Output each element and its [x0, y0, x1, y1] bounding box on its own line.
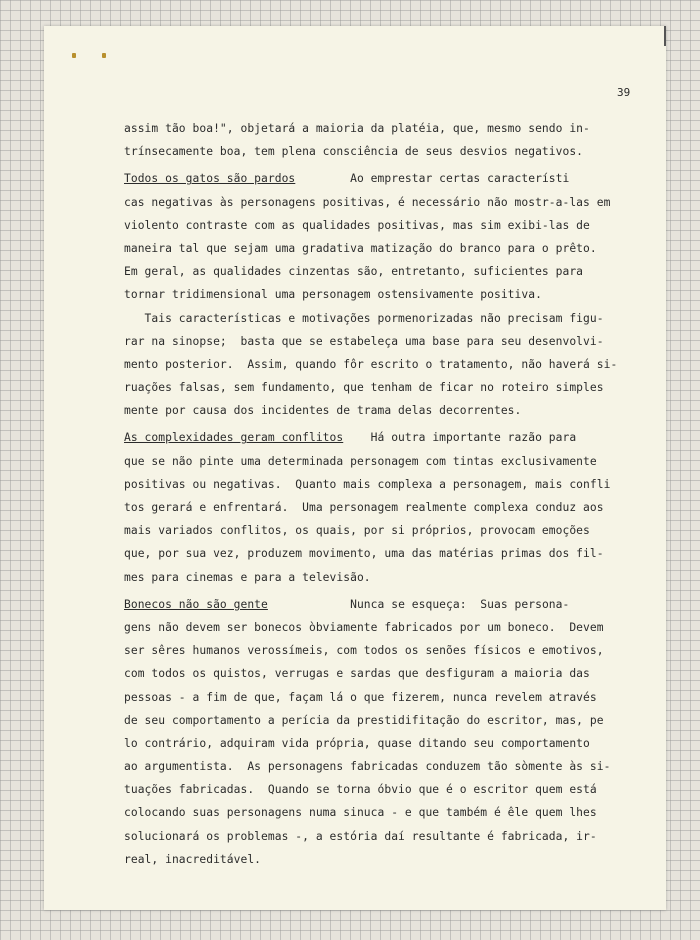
staple-mark — [72, 53, 76, 58]
text-line: tornar tridimensional uma personagem ostensivamente positiva. — [124, 288, 542, 302]
edge-mark — [664, 26, 666, 46]
text-line: com todos os quistos, verrugas e sardas que desfiguram a maioria das — [124, 667, 590, 681]
text-line: que se não pinte uma determinada personagem com tintas exclusivamente — [124, 454, 597, 468]
text-line: tuações fabricadas. Quando se torna óbvio que é o escritor quem está — [124, 783, 597, 797]
section-heading-line: As complexidades geram conflitos Há outra importante razão para — [124, 431, 577, 445]
text-line: violento contraste com as qualidades positivas, mas sim exibi-las de — [124, 218, 590, 232]
text-line: de seu comportamento a perícia da prestidifitação do escritor, mas, pe — [124, 713, 604, 727]
text-line: assim tão boa!", objetará a maioria da platéia, que, mesmo sendo in- — [124, 122, 590, 135]
text-line: colocando suas personagens numa sinuca - e que também é êle quem lhes — [124, 806, 597, 820]
section-heading-line: Bonecos não são gente Nunca se esqueça: Suas persona- — [124, 597, 570, 611]
text-line: Tais características e motivações pormenorizadas não precisam figu- — [124, 311, 604, 325]
text-line: cas negativas às personagens positivas, é necessário não mostr-a-las em — [124, 195, 611, 209]
body-text — [124, 117, 644, 871]
text-line: lo contrário, adquiram vida própria, quase ditando seu comportamento — [124, 736, 590, 750]
text-line: rar na sinopse; basta que se estabeleça uma base para seu desenvolvi- — [124, 334, 604, 348]
text-line: ser sêres humanos verossímeis, com todos os senões físicos e emotivos, — [124, 644, 604, 658]
text-line: solucionará os problemas -, a estória daí resultante é fabricada, ir- — [124, 829, 597, 843]
text-line: Em geral, as qualidades cinzentas são, entretanto, suficientes para — [124, 265, 584, 279]
text-line: que, por sua vez, produzem movimento, uma das matérias primas dos fil- — [124, 547, 604, 561]
text-line: maneira tal que sejam uma gradativa matização do branco para o prêto. — [124, 241, 597, 255]
section-heading: Todos os gatos são pardos — [124, 172, 296, 186]
text-line: gens não devem ser bonecos òbviamente fabricados por um boneco. Devem — [124, 620, 604, 634]
text-line: mes para cinemas e para a televisão. — [124, 570, 371, 584]
section-heading: Bonecos não são gente — [124, 597, 268, 611]
text-line: positivas ou negativas. Quanto mais complexa a personagem, mais confli — [124, 477, 611, 491]
text-line: pessoas - a fim de que, façam lá o que fizerem, nunca revelem através — [124, 690, 597, 704]
text-line: ao argumentista. As personagens fabricadas conduzem tão sòmente às si- — [124, 760, 611, 774]
text-line: mento posterior. Assim, quando fôr escrito o tratamento, não haverá si- — [124, 357, 618, 371]
text-line: tos gerará e enfrentará. Uma personagem realmente complexa conduz aos — [124, 501, 604, 514]
page-number: 39 — [617, 86, 631, 99]
text-line: ruações falsas, sem fundamento, que tenham de ficar no roteiro simples — [124, 381, 604, 395]
text-line: real, inacreditável. — [124, 852, 262, 866]
section-heading: As complexidades geram conflitos — [124, 431, 344, 445]
text-line: mente por causa dos incidentes de trama delas decorrentes. — [124, 404, 522, 418]
text-line: mais variados conflitos, os quais, por si próprios, provocam emoções — [124, 524, 590, 538]
text-line: trínsecamente boa, tem plena consciência de seus desvios negativos. — [124, 145, 584, 159]
staple-mark — [102, 53, 106, 58]
section-heading-line: Todos os gatos são pardos Ao emprestar certas característi — [124, 172, 570, 186]
